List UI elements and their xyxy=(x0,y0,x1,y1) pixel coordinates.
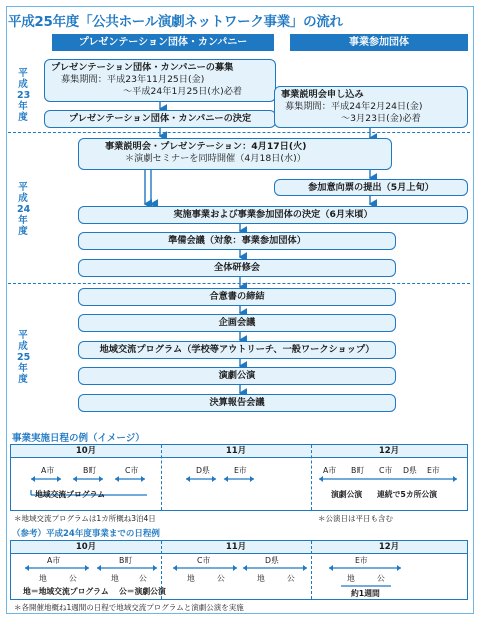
schedule2-table xyxy=(10,540,468,600)
recruit-title: プレゼンテーション団体・カンパニーの募集 xyxy=(51,62,234,73)
header-presenters: プレゼンテーション団体・カンパニー xyxy=(52,34,274,51)
apply-period-start: 募集期間：平成24年2月24日(金) xyxy=(285,101,423,112)
s2-city-d: D県 xyxy=(265,556,279,565)
schedule2-heading: （参考）平成24年度事業までの日程例 xyxy=(12,529,160,539)
s2-month-oct: 10月 xyxy=(11,541,161,554)
schedule1-table xyxy=(10,444,468,511)
year-24-text: 平 成 24 年 度 xyxy=(17,182,31,237)
header-participants: 事業参加団体 xyxy=(290,34,468,51)
s1-month-dec: 12月 xyxy=(311,445,467,458)
s1-month-oct: 10月 xyxy=(11,445,161,458)
s1-dec-city-a: A市 xyxy=(323,466,337,475)
s1-city-d: D県 xyxy=(196,466,210,475)
s1-note-left: ＊地域交流プログラムは1カ所概ね3泊4日 xyxy=(14,514,156,523)
s2-city-a: A市 xyxy=(47,556,61,565)
s1-perf-label: 演劇公演 xyxy=(331,490,363,499)
s1-city-e: E市 xyxy=(234,466,247,475)
box-briefing xyxy=(78,138,392,170)
s1-dec-city-b: B町 xyxy=(351,466,365,475)
recruit-period-end: 〜平成24年1月25日(水)必着 xyxy=(123,86,243,97)
box-survey: 参加意向票の提出（5月上旬） xyxy=(274,179,468,196)
s2-note: ＊各開催地概ね1週間の日程で地域交流プログラムと演劇公演を実施 xyxy=(14,603,244,612)
year-25-text: 平 成 25 年 度 xyxy=(17,330,31,385)
s1-dec-city-d: D県 xyxy=(403,466,417,475)
s1-arrows xyxy=(11,445,467,511)
apply-title: 事業説明会申し込み xyxy=(281,89,364,100)
s2-e-ko: 公 xyxy=(377,574,385,583)
box-decide-groups: 実施事業および事業参加団体の決定（6月末頃） xyxy=(78,206,468,224)
s2-b-ko: 公 xyxy=(139,574,147,583)
s2-city-c: C市 xyxy=(197,556,211,565)
s1-city-b: B町 xyxy=(83,466,97,475)
briefing-title: 事業説明会・プレゼンテーション：4月17日(火) xyxy=(105,141,307,152)
box-decide-presenters: プレゼンテーション団体・カンパニーの決定 xyxy=(44,110,276,128)
s2-e-chi: 地 xyxy=(347,574,355,583)
s2-c-chi: 地 xyxy=(187,574,195,583)
s2-month-dec: 12月 xyxy=(311,541,467,554)
s2-d-ko: 公 xyxy=(287,574,295,583)
box-performance: 演劇公演 xyxy=(78,367,396,385)
box-agreement: 合意書の締結 xyxy=(78,288,396,306)
schedule1-heading: 事業実施日程の例（イメージ） xyxy=(12,433,145,444)
s2-a-ko: 公 xyxy=(69,574,77,583)
s1-note-right: ＊公演日は平日も含む xyxy=(318,514,393,523)
box-planning: 企画会議 xyxy=(78,314,396,332)
box-training: 全体研修会 xyxy=(78,259,396,277)
s2-city-e: E市 xyxy=(355,556,368,565)
s1-dec-city-e: E市 xyxy=(427,466,440,475)
s2-legend-ko: 公＝演劇公演 xyxy=(119,587,166,596)
page-title: 平成25年度「公共ホール演劇ネットワーク事業」の流れ xyxy=(8,14,343,30)
briefing-seminar: ＊演劇セミナーを同時開催（4月18日(水)） xyxy=(125,153,306,164)
s2-week-label: 約1週間 xyxy=(351,589,380,598)
s2-c-ko: 公 xyxy=(217,574,225,583)
s2-a-chi: 地 xyxy=(39,574,47,583)
box-report: 決算報告会議 xyxy=(78,394,396,412)
year-23-text: 平 成 23 年 度 xyxy=(17,68,31,123)
s1-regional-label: 地域交流プログラム xyxy=(35,490,106,499)
s2-legend-chi: 地＝地域交流プログラム xyxy=(23,587,109,596)
s1-city-a: A市 xyxy=(41,466,55,475)
s2-d-chi: 地 xyxy=(257,574,265,583)
apply-period-end: 〜3月23日(金)必着 xyxy=(341,113,421,124)
s2-b-chi: 地 xyxy=(111,574,119,583)
box-apply xyxy=(274,86,468,128)
s2-city-b: B町 xyxy=(119,556,133,565)
s1-month-nov: 11月 xyxy=(161,445,311,458)
s1-dec-city-c: C市 xyxy=(379,466,393,475)
box-prep-meeting: 準備会議（対象：事業参加団体） xyxy=(78,232,396,250)
box-regional: 地域交流プログラム（学校等アウトリーチ、一般ワークショップ） xyxy=(78,341,396,359)
s2-month-nov: 11月 xyxy=(161,541,311,554)
box-recruit xyxy=(44,59,276,102)
s1-consecutive-label: 連続で5カ所公演 xyxy=(377,490,438,499)
recruit-period-start: 募集期間：平成23年11月25日(金) xyxy=(61,74,205,85)
s1-city-c: C市 xyxy=(125,466,139,475)
